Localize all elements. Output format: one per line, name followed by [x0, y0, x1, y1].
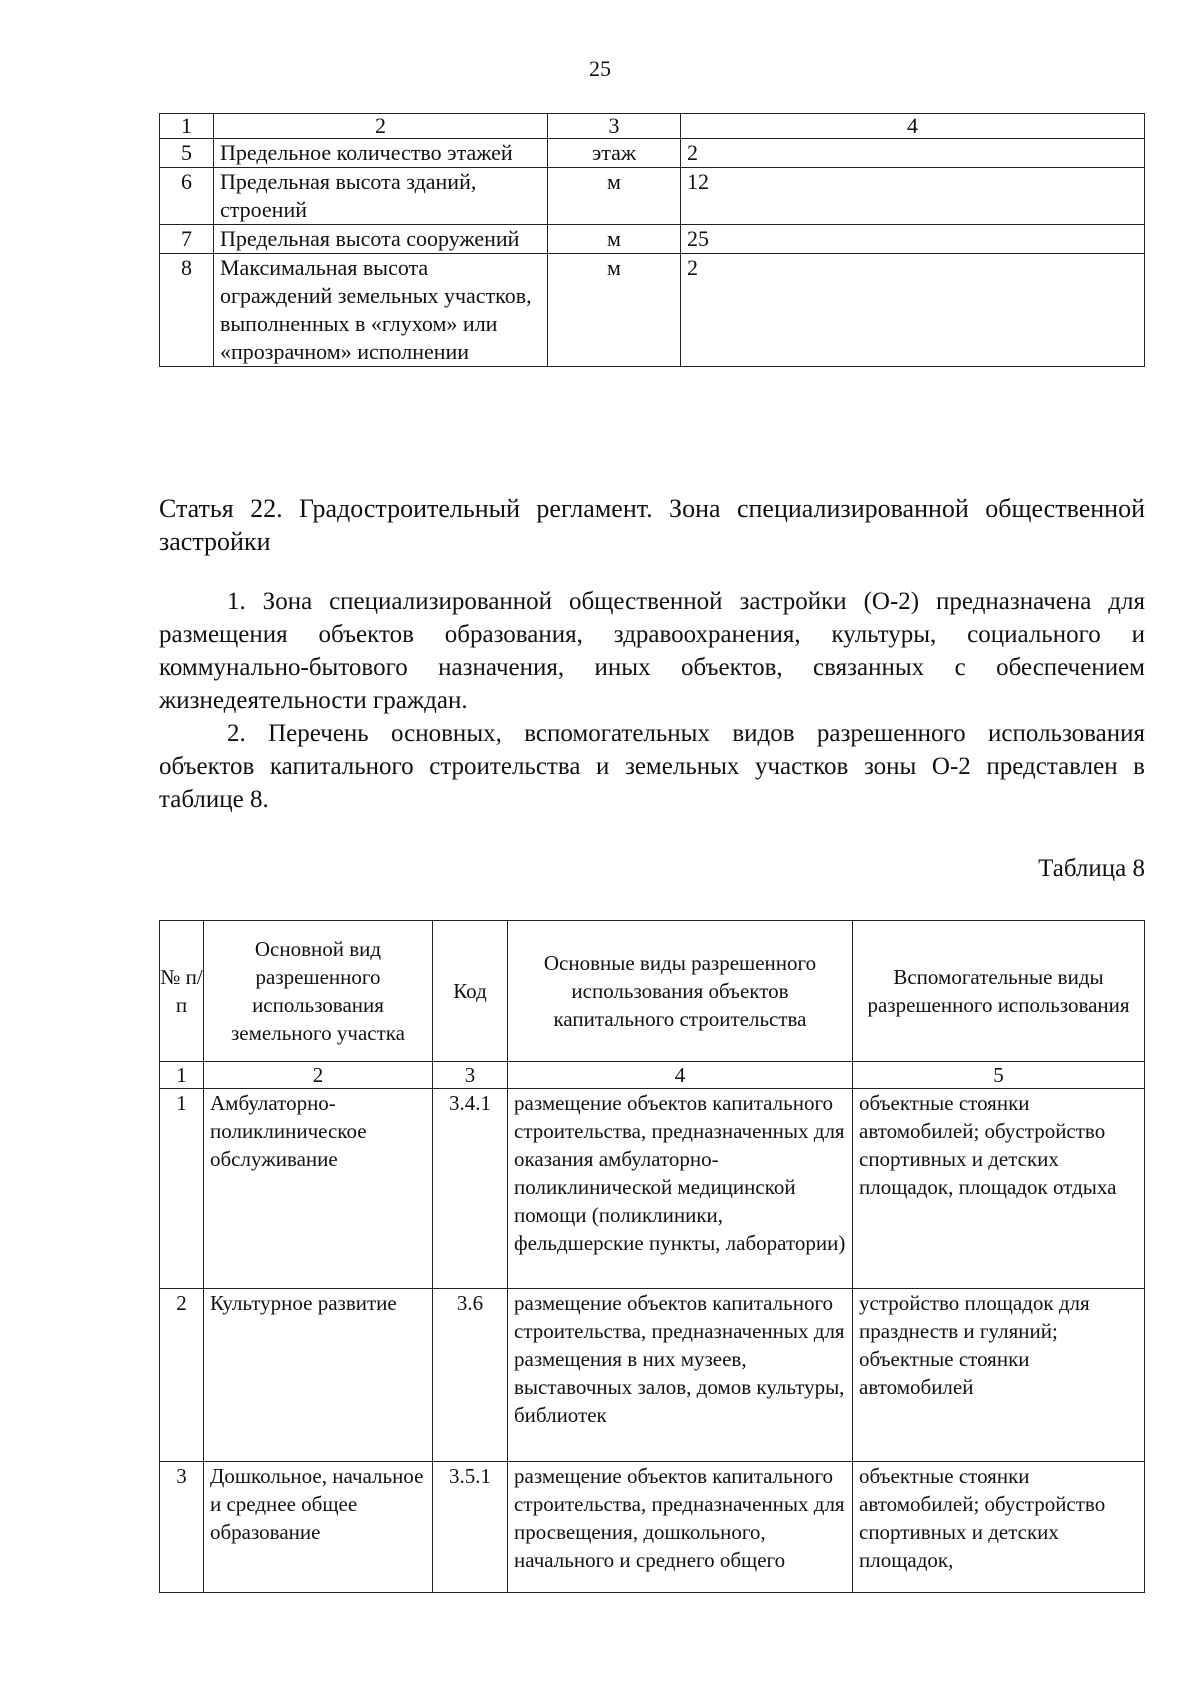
use-type: Амбулаторно-поликлиническое обслуживание — [204, 1089, 433, 1289]
article-heading: Статья 22. Градостроительный регламент. Зона специализированной общественной застройки — [159, 494, 1145, 556]
table-row — [160, 225, 1145, 254]
paragraph-2: 2. Перечень основных, вспомогательных видов разрешенного использования объектов капитального строительства и земельных участков зоны О-2 представлен в таблице 8. — [159, 720, 1145, 813]
aux-use-description: объектные стоянки автомобилей; обустройство спортивных и детских площадок, площадок отдыха — [853, 1089, 1145, 1289]
table-row — [160, 1089, 1145, 1289]
use-type: Дошкольное, начальное и среднее общее образование — [204, 1462, 433, 1593]
value: 12 — [681, 168, 1145, 225]
header-cell-main-use: Основной вид разрешенного использования земельного участка — [204, 921, 433, 1062]
column-index-row — [160, 1062, 1145, 1089]
index-cell: 5 — [853, 1062, 1145, 1089]
main-use-description: размещение объектов капитального строительства, предназначенных для размещения в них музеев, выставочных залов, домов культуры, библиотек — [508, 1289, 853, 1462]
index-cell: 4 — [508, 1062, 853, 1089]
unit: этаж — [548, 139, 681, 168]
table-row — [160, 254, 1145, 367]
use-type: Культурное развитие — [204, 1289, 433, 1462]
index-cell: 2 — [204, 1062, 433, 1089]
value: 25 — [681, 225, 1145, 254]
page-number: 25 — [589, 56, 611, 81]
parameter-name: Предельная высота зданий, строений — [214, 168, 548, 225]
row-number: 5 — [160, 139, 214, 168]
header-cell-main-types: Основные виды разрешенного использования объектов капитального строительства — [508, 921, 853, 1062]
use-code: 3.4.1 — [433, 1089, 508, 1289]
table-header-row — [160, 114, 1145, 139]
row-number: 3 — [160, 1462, 204, 1593]
unit: м — [548, 254, 681, 367]
parameter-name: Предельная высота сооружений — [214, 225, 548, 254]
row-number: 1 — [160, 1089, 204, 1289]
main-use-description: размещение объектов капитального строительства, предназначенных для просвещения, дошкольного, начального и среднего общего — [508, 1462, 853, 1593]
row-number: 2 — [160, 1289, 204, 1462]
parameter-name: Предельное количество этажей — [214, 139, 548, 168]
header-cell-number: № п/п — [160, 921, 204, 1062]
header-cell: 1 — [160, 114, 214, 139]
row-number: 8 — [160, 254, 214, 367]
header-cell-aux-types: Вспомогательные виды разрешенного использования — [853, 921, 1145, 1062]
value: 2 — [681, 139, 1145, 168]
table-header-row — [160, 921, 1145, 1062]
table-row — [160, 168, 1145, 225]
parameters-table — [159, 113, 1145, 367]
main-use-description: размещение объектов капитального строительства, предназначенных для оказания амбулаторно-поликлинической медицинской помощи (поликлиники, фельдшерские пункты, лаборатории) — [508, 1089, 853, 1289]
aux-use-description: устройство площадок для празднеств и гуляний; объектные стоянки автомобилей — [853, 1289, 1145, 1462]
value: 2 — [681, 254, 1145, 367]
use-code: 3.5.1 — [433, 1462, 508, 1593]
paragraph-1: 1. Зона специализированной общественной застройки (О-2) предназначена для размещения объектов образования, здравоохранения, культуры, социального и коммунально-бытового назначения, иных объектов, связанных с обеспечением жизнедеятельности граждан. — [159, 588, 1145, 714]
unit: м — [548, 225, 681, 254]
row-number: 6 — [160, 168, 214, 225]
header-cell-code: Код — [433, 921, 508, 1062]
index-cell: 3 — [433, 1062, 508, 1089]
permitted-use-table — [159, 920, 1145, 1593]
header-cell: 4 — [681, 114, 1145, 139]
row-number: 7 — [160, 225, 214, 254]
table-row — [160, 1289, 1145, 1462]
unit: м — [548, 168, 681, 225]
use-code: 3.6 — [433, 1289, 508, 1462]
header-cell: 2 — [214, 114, 548, 139]
table-caption: Таблица 8 — [1038, 855, 1145, 882]
index-cell: 1 — [160, 1062, 204, 1089]
aux-use-description: объектные стоянки автомобилей; обустройство спортивных и детских площадок, — [853, 1462, 1145, 1593]
parameter-name: Максимальная высота ограждений земельных участков, выполненных в «глухом» или «прозрачном» исполнении — [214, 254, 548, 367]
table-row — [160, 1462, 1145, 1593]
header-cell: 3 — [548, 114, 681, 139]
table-row — [160, 139, 1145, 168]
